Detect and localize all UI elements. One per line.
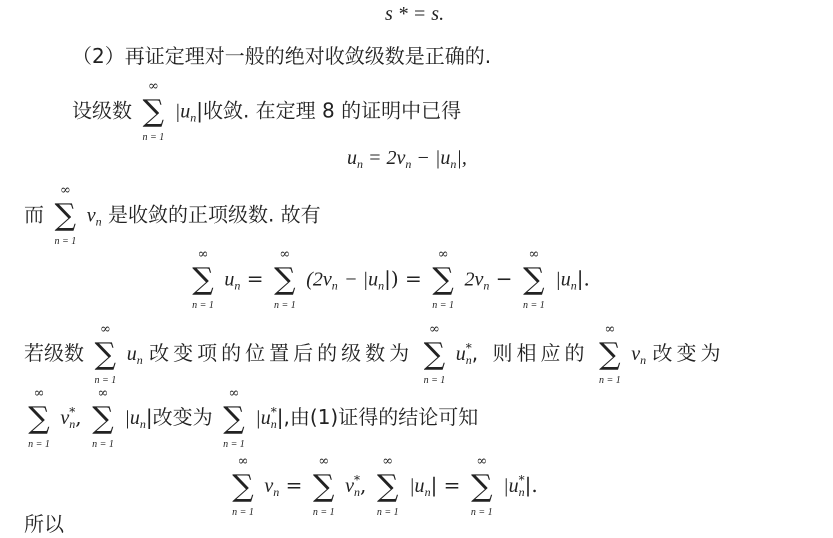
subscript: n	[424, 485, 431, 499]
math: u	[347, 147, 357, 169]
math: (2v	[306, 268, 332, 291]
sum-upper: ∞	[228, 385, 240, 401]
math: 2v	[464, 268, 484, 291]
subscript: n	[450, 157, 457, 171]
text: 而	[24, 202, 44, 227]
summation-symbol	[519, 247, 549, 311]
math: |.	[524, 473, 538, 497]
subscript: n	[570, 278, 577, 293]
sigma-icon: ∑	[376, 468, 399, 504]
summation-symbol	[428, 247, 458, 311]
summation-symbol	[50, 183, 80, 247]
subscript: n	[483, 278, 490, 293]
sum-upper: ∞	[437, 247, 449, 262]
math: |u	[124, 407, 140, 429]
math: − |u	[344, 268, 379, 291]
superscript: *	[353, 473, 360, 487]
sum-lower: n = 1	[423, 374, 446, 386]
math: v	[86, 204, 96, 227]
text: |收敛. 在定理 8 的证明中已得	[196, 98, 462, 123]
summation-symbol	[467, 453, 497, 518]
subscript: n	[139, 417, 146, 431]
sum-upper: ∞	[97, 385, 109, 401]
sum-lower: n = 1	[312, 506, 335, 518]
sigma-icon: ∑	[54, 198, 77, 233]
sum-lower: n = 1	[470, 506, 493, 518]
sigma-icon: ∑	[142, 94, 165, 129]
sigma-icon: ∑	[223, 400, 245, 436]
sum-upper: ∞	[318, 453, 330, 469]
subscript: n	[190, 110, 197, 125]
sum-upper: ∞	[197, 247, 209, 262]
subscript: n	[69, 417, 76, 431]
paragraph-assume-series	[72, 79, 462, 143]
sum-lower: n = 1	[192, 300, 214, 311]
subscript: n	[273, 485, 280, 499]
sum-lower: n = 1	[223, 438, 245, 450]
subscript: n	[234, 278, 241, 293]
sigma-icon: ∑	[432, 262, 454, 297]
sigma-icon: ∑	[28, 400, 50, 436]
sum-upper: ∞	[59, 183, 71, 198]
text: |改变为	[145, 405, 213, 429]
math: =	[285, 473, 303, 497]
sigma-icon: ∑	[313, 468, 335, 504]
sum-upper: ∞	[279, 247, 291, 262]
text: |,由(1)证得的结论可知	[276, 405, 479, 429]
math: − |u	[416, 147, 451, 169]
equation-s-star	[385, 2, 444, 26]
paragraph-vn-positive	[24, 183, 321, 247]
text: 改变为	[652, 341, 725, 365]
text: 是收敛的正项级数. 故有	[107, 202, 321, 227]
math: v	[345, 475, 354, 497]
math: |u	[409, 475, 425, 497]
text: 若级数	[24, 341, 84, 365]
sigma-icon: ∑	[599, 336, 621, 372]
sigma-icon: ∑	[423, 336, 446, 372]
subscript: n	[331, 278, 338, 293]
sum-upper: ∞	[476, 453, 488, 469]
superscript: *	[518, 473, 525, 487]
sigma-icon: ∑	[92, 400, 114, 436]
subscript: n	[518, 485, 525, 499]
sum-lower: n = 1	[92, 438, 114, 450]
summation-symbol	[595, 321, 625, 386]
sum-upper: ∞	[33, 385, 45, 401]
sum-lower: n = 1	[232, 506, 254, 518]
text: 改变项的位置后的级数为	[149, 341, 414, 365]
math: = 2v	[368, 147, 406, 169]
text: , 则相应的	[471, 341, 589, 365]
superscript: *	[270, 405, 277, 419]
paragraph-conclusion-from-1: ∞ ∑ n = 1 $v^*_n$, ∞ ∑ n = 1 $|u_n|$改变为 ∞ ∑ n = 1 $|u^*_n|$,由(1)证得的结论可知	[24, 400, 478, 436]
math: |) =	[384, 266, 422, 291]
equation-rearranged-equal: ∞ ∑ n = 1 $v_n$ = ∞ ∑ n = 1 $v^*_n$, ∞ ∑ n = 1 $|u_n|$ = ∞ ∑ n = 1 $|u^*_n|$.	[228, 468, 538, 504]
sum-lower: n = 1	[432, 300, 454, 311]
subscript: n	[405, 157, 412, 171]
math: |u	[555, 268, 571, 291]
math: v	[60, 407, 70, 429]
paragraph-therefore	[24, 512, 64, 536]
text: 设级数	[72, 98, 132, 123]
math: |u	[503, 475, 519, 497]
summation-symbol	[270, 247, 300, 311]
math: u	[224, 268, 235, 291]
sum-upper: ∞	[429, 321, 440, 337]
math: =	[246, 266, 264, 291]
sum-upper: ∞	[528, 247, 540, 262]
summation-symbol	[309, 453, 339, 518]
sum-lower: n = 1	[273, 300, 296, 311]
sum-lower: n = 1	[94, 374, 117, 386]
superscript: *	[465, 341, 472, 355]
sum-lower: n = 1	[522, 300, 545, 311]
sigma-icon: ∑	[192, 262, 214, 297]
summation-symbol	[219, 385, 249, 450]
summation-symbol	[419, 321, 449, 386]
sum-lower: n = 1	[54, 236, 77, 247]
sum-upper: ∞	[147, 79, 159, 94]
sum-lower: n = 1	[599, 374, 621, 386]
math: |u	[255, 407, 271, 429]
summation-symbol	[138, 79, 168, 143]
math: |u	[174, 100, 191, 123]
summation-symbol	[228, 453, 258, 518]
sigma-icon: ∑	[94, 336, 117, 372]
math: |.	[576, 266, 590, 291]
subscript: n	[95, 214, 102, 229]
summation-symbol	[24, 385, 54, 450]
text: （2）再证定理对一般的绝对收敛级数是正确的.	[72, 44, 492, 68]
subscript: n	[465, 353, 472, 367]
subscript: n	[270, 417, 277, 431]
sigma-icon: ∑	[232, 468, 254, 504]
paragraph-rearranged-series	[24, 321, 725, 386]
summation-symbol	[88, 385, 118, 450]
subscript: n	[353, 485, 360, 499]
subscript: n	[378, 278, 385, 293]
sum-lower: n = 1	[142, 132, 165, 143]
sum-upper: ∞	[99, 321, 111, 337]
math: |,	[456, 147, 467, 169]
math: v	[264, 475, 274, 497]
text: 所以	[24, 512, 64, 536]
summation-symbol	[90, 321, 120, 386]
superscript: *	[69, 405, 76, 419]
sigma-icon: ∑	[523, 262, 545, 297]
sum-upper: ∞	[237, 453, 249, 469]
sum-upper: ∞	[382, 453, 394, 469]
equation-sum-decomposition	[188, 247, 590, 311]
subscript: n	[136, 353, 143, 367]
equation-un	[347, 146, 467, 176]
math: | =	[430, 473, 461, 497]
sum-lower: n = 1	[28, 438, 50, 450]
math: −	[495, 266, 513, 291]
equation-text: s * = s.	[385, 3, 445, 25]
math: v	[631, 343, 641, 365]
paragraph-proof-part2	[72, 44, 491, 68]
summation-symbol	[373, 453, 403, 518]
math: u	[455, 343, 466, 365]
sum-upper: ∞	[604, 321, 616, 337]
subscript: n	[640, 353, 647, 367]
sigma-icon: ∑	[471, 468, 493, 504]
summation-symbol	[188, 247, 218, 311]
math: u	[126, 343, 137, 365]
sum-lower: n = 1	[376, 506, 399, 518]
subscript: n	[357, 157, 363, 171]
sigma-icon: ∑	[274, 262, 296, 297]
